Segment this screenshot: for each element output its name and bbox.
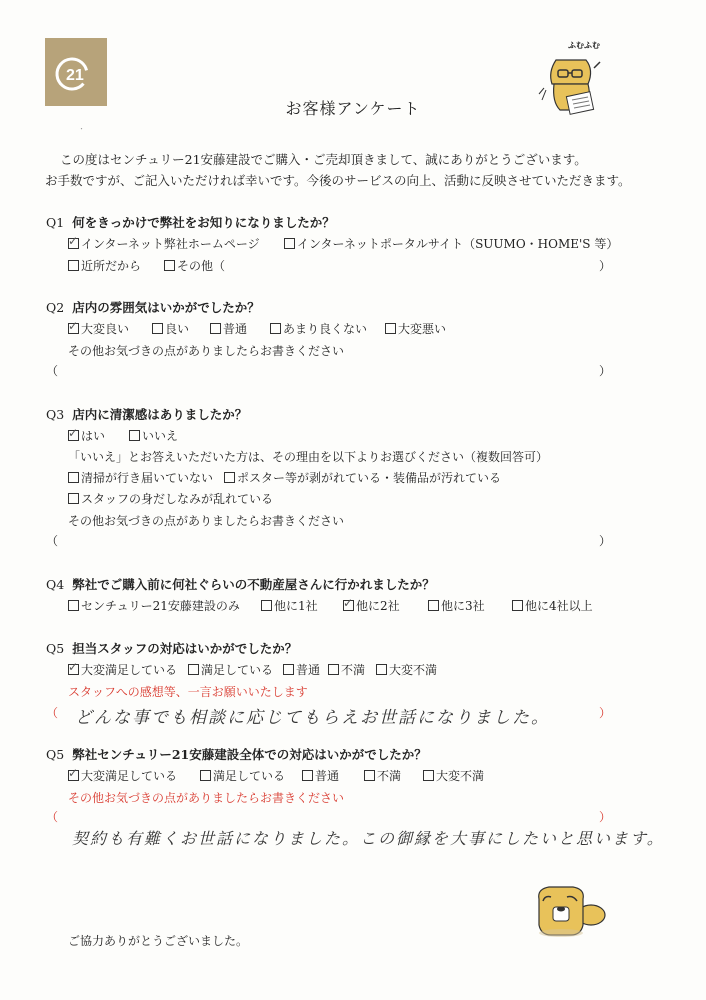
q2-option-normal[interactable] [210, 320, 247, 337]
q1-option-label: インターネットポータルサイト（SUUMO・HOME'S 等） [297, 237, 619, 251]
q5b-checkbox-very-satisfied[interactable] [68, 766, 79, 781]
mascot-caption: ふむふむ [568, 41, 600, 50]
q5b-option-satisfied[interactable] [200, 767, 285, 784]
q1-option-nearby[interactable] [68, 257, 141, 274]
intro-line-1: この度はセンチュリー21安藤建設でご購入・ご売却頂きまして、誠にありがとうございます。 [60, 152, 587, 167]
q3-text: 店内に清潔感はありましたか？ [72, 407, 248, 422]
q5a-checkbox-satisfied[interactable] [188, 664, 199, 675]
q1-question [46, 213, 335, 231]
q1-close-paren: ） [599, 259, 612, 273]
q4-question [46, 575, 435, 593]
q4-checkbox-3[interactable] [428, 600, 439, 611]
mascot-sleeping-icon [535, 885, 610, 945]
q2-option-label: 大変悪い [398, 322, 447, 336]
check-mark-icon: ✓ [68, 234, 79, 248]
q5a-option-label: 大変満足している [81, 663, 178, 677]
q1-checkbox-homepage[interactable] [68, 234, 79, 249]
closing-text: ご協力ありがとうございました。 [68, 934, 249, 948]
q1-checkbox-portal[interactable] [284, 238, 295, 249]
q5a-option-label: 不満 [341, 663, 366, 677]
q5b-option-label: 満足している [213, 769, 286, 783]
q3-checkbox-yes[interactable] [68, 426, 79, 441]
check-mark-icon: ✓ [343, 596, 354, 610]
q4-option-2[interactable] [343, 597, 400, 614]
q5b-checkbox-very-unsatisfied[interactable] [423, 770, 434, 781]
q5b-option-label: 大変不満 [436, 769, 485, 783]
q2-option-very-good[interactable] [68, 320, 129, 337]
q2-option-label: あまり良くない [283, 322, 368, 336]
page-title: お客様アンケート [285, 99, 421, 118]
q3-reason-staff[interactable] [68, 490, 273, 507]
q2-comment-prompt: その他お気づきの点がありましたらお書きください [68, 344, 345, 358]
q5b-close-paren: ） [599, 810, 612, 824]
check-mark-icon: ✓ [68, 766, 79, 780]
q3-reason-posters[interactable] [224, 469, 501, 486]
q5a-checkbox-very-unsatisfied[interactable] [376, 664, 387, 675]
q2-option-label: 良い [165, 322, 190, 336]
q5a-number: Q5 [46, 641, 65, 656]
q4-checkbox-2[interactable] [343, 596, 354, 611]
q5b-text: 弊社センチュリー21安藤建設全体での対応はいかがでしたか？ [72, 747, 427, 762]
q4-option-label: 他に3社 [441, 599, 485, 613]
q4-checkbox-only[interactable] [68, 600, 79, 611]
q5a-option-label: 普通 [296, 663, 321, 677]
q2-checkbox-very-good[interactable] [68, 319, 79, 334]
q5a-open-paren: （ [46, 706, 59, 720]
q5a-checkbox-normal[interactable] [283, 664, 294, 675]
q5b-question [46, 745, 427, 763]
q5b-option-very-satisfied[interactable] [68, 767, 177, 784]
q1-option-portal[interactable] [284, 235, 618, 252]
q5a-checkbox-very-satisfied[interactable] [68, 660, 79, 675]
q5a-checkbox-unsatisfied[interactable] [328, 664, 339, 675]
q2-question [46, 298, 260, 316]
q2-option-not-good[interactable] [270, 320, 367, 337]
q3-reason-cleaning[interactable] [68, 469, 213, 486]
q3-option-yes[interactable] [68, 427, 105, 444]
q3-option-no[interactable] [129, 427, 178, 444]
q5b-option-unsatisfied[interactable] [364, 767, 401, 784]
q2-checkbox-not-good[interactable] [270, 323, 281, 334]
q4-option-label: 他に1社 [274, 599, 318, 613]
logo-text: 21 [66, 67, 84, 84]
q5b-option-label: 普通 [315, 769, 340, 783]
q5a-option-very-unsatisfied[interactable] [376, 661, 437, 678]
q5a-red-prompt: スタッフへの感想等、一言お願いいたします [68, 685, 308, 699]
q5a-text: 担当スタッフの対応はいかがでしたか？ [72, 641, 298, 656]
q4-option-only[interactable] [68, 597, 240, 614]
q5b-red-prompt: その他お気づきの点がありましたらお書きください [68, 791, 345, 805]
q5b-open-paren: （ [46, 810, 59, 824]
q2-close-paren: ） [599, 364, 612, 378]
q1-checkbox-nearby[interactable] [68, 260, 79, 271]
q1-option-homepage[interactable] [68, 235, 260, 252]
q4-number: Q4 [46, 577, 65, 592]
q3-question [46, 405, 247, 423]
q5a-option-very-satisfied[interactable] [68, 661, 177, 678]
q5a-option-normal[interactable] [283, 661, 320, 678]
q2-checkbox-normal[interactable] [210, 323, 221, 334]
q2-option-label: 大変良い [81, 322, 130, 336]
q2-option-label: 普通 [223, 322, 248, 336]
q4-checkbox-1[interactable] [261, 600, 272, 611]
q5a-question [46, 639, 297, 657]
check-mark-icon: ✓ [68, 660, 79, 674]
q4-option-label: 他に2社 [356, 599, 400, 613]
q2-checkbox-good[interactable] [152, 323, 163, 334]
smudge-mark: ・ [78, 125, 88, 133]
check-mark-icon: ✓ [68, 319, 79, 333]
q1-option-label: 近所だから [81, 259, 142, 273]
q4-option-4plus[interactable] [512, 597, 593, 614]
q1-checkbox-other[interactable] [164, 260, 175, 271]
q3-open-paren: （ [46, 534, 59, 548]
q5b-option-label: 大変満足している [81, 769, 178, 783]
q4-option-label: 他に4社以上 [525, 599, 593, 613]
q4-option-label: センチュリー21安藤建設のみ [81, 599, 240, 613]
q5a-option-satisfied[interactable] [188, 661, 273, 678]
q3-checkbox-cleaning[interactable] [68, 472, 79, 483]
q3-reason-label: ポスター等が剥がれている・装備品が汚れている [237, 471, 502, 485]
q5b-number: Q5 [46, 747, 65, 762]
q1-option-label: その他（ [177, 259, 226, 273]
q5b-option-normal[interactable] [302, 767, 339, 784]
q3-checkbox-staff[interactable] [68, 493, 79, 504]
q2-number: Q2 [46, 300, 65, 315]
q3-option-label: いいえ [142, 429, 179, 443]
q5a-close-paren: ） [599, 706, 612, 720]
q5b-checkbox-normal[interactable] [302, 770, 313, 781]
intro-line-2: お手数ですが、ご記入いただければ幸いです。今後のサービスの向上、活動に反映させていただきます。 [45, 173, 631, 188]
q1-text: 何をきっかけで弊社をお知りになりましたか？ [72, 215, 335, 230]
q2-text: 店内の雰囲気はいかがでしたか？ [72, 300, 260, 315]
q4-text: 弊社でご購入前に何社ぐらいの不動産屋さんに行かれましたか？ [72, 577, 435, 592]
q3-number: Q3 [46, 407, 65, 422]
q1-option-other[interactable] [164, 257, 225, 274]
q5a-option-label: 大変不満 [389, 663, 438, 677]
q3-reason-label: スタッフの身だしなみが乱れている [81, 492, 274, 506]
q1-option-label: インターネット弊社ホームページ [81, 237, 260, 251]
q3-close-paren: ） [599, 534, 612, 548]
q2-open-paren: （ [46, 364, 59, 378]
q5a-option-label: 満足している [201, 663, 274, 677]
q5a-option-unsatisfied[interactable] [328, 661, 365, 678]
q5b-option-very-unsatisfied[interactable] [423, 767, 484, 784]
q5b-checkbox-unsatisfied[interactable] [364, 770, 375, 781]
q4-option-3[interactable] [428, 597, 485, 614]
q2-option-very-bad[interactable] [385, 320, 446, 337]
q2-option-good[interactable] [152, 320, 189, 337]
q5b-checkbox-satisfied[interactable] [200, 770, 211, 781]
q5b-handwritten-answer[interactable]: 契約も有難くお世話になりました。この御縁を大事にしたいと思います。 [72, 829, 665, 848]
q5b-option-label: 不満 [377, 769, 402, 783]
q3-checkbox-posters[interactable] [224, 472, 235, 483]
q4-option-1[interactable] [261, 597, 318, 614]
q3-checkbox-no[interactable] [129, 430, 140, 441]
q2-checkbox-very-bad[interactable] [385, 323, 396, 334]
q1-number: Q1 [46, 215, 65, 230]
check-mark-icon: ✓ [68, 426, 79, 440]
q3-reason-label: 清掃が行き届いていない [81, 471, 214, 485]
q5a-handwritten-answer[interactable]: どんな事でも相談に応じてもらえお世話になりました。 [75, 708, 550, 728]
q3-comment-prompt: その他お気づきの点がありましたらお書きください [68, 514, 345, 528]
q3-option-label: はい [81, 429, 106, 443]
q4-checkbox-4plus[interactable] [512, 600, 523, 611]
q3-followup: 「いいえ」とお答えいただいた方は、その理由を以下よりお選びください（複数回答可） [68, 450, 549, 464]
